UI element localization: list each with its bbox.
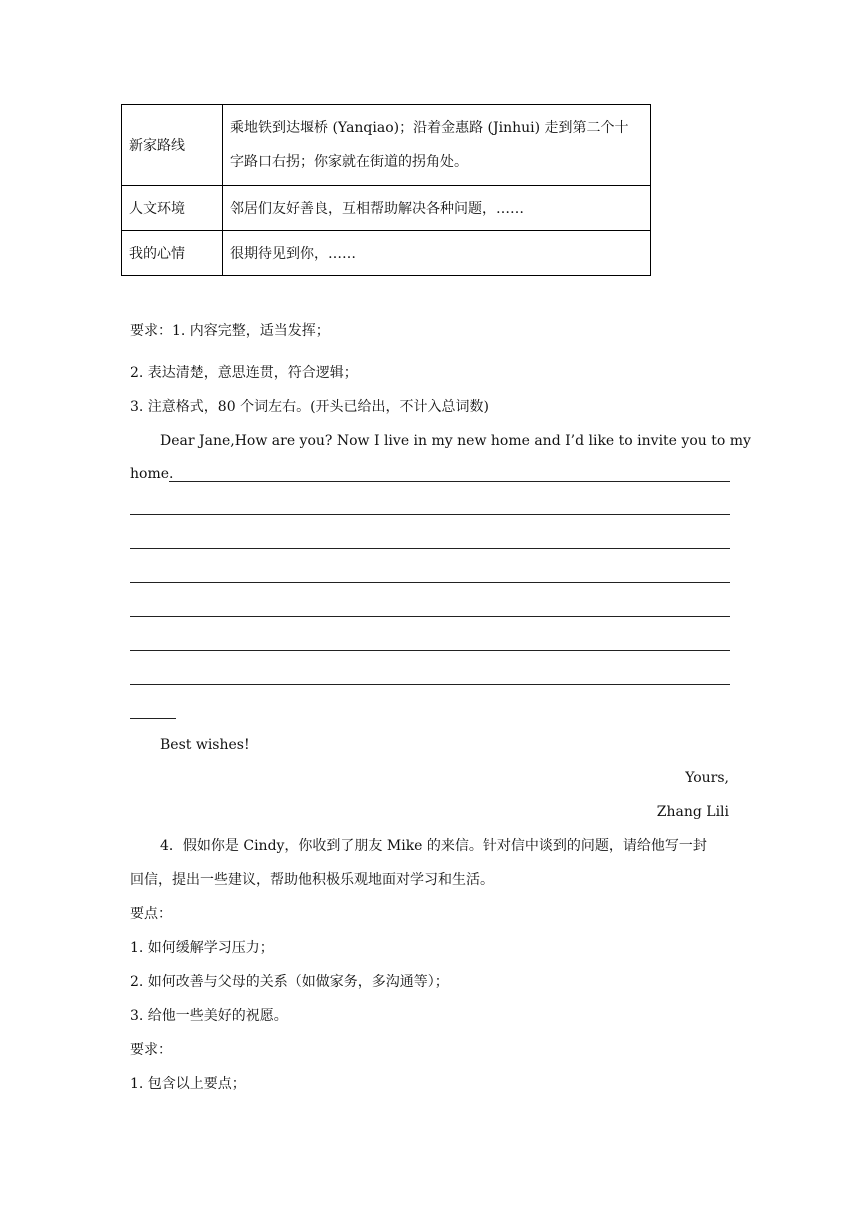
task4-line-1: 4．假如你是 Cindy，你收到了朋友 Mike 的来信。针对信中谈到的问题，请给他写一封	[160, 838, 707, 854]
writing-rule	[130, 650, 730, 651]
writing-rule	[130, 582, 730, 583]
row-content-environment: 邻居们友好善良，互相帮助解决各种问题，……	[223, 186, 651, 231]
requirement-2: 2. 表达清楚，意思连贯，符合逻辑；	[130, 365, 358, 381]
letter-home-word: home.	[130, 466, 174, 482]
requirement-1: 要求：1. 内容完整，适当发挥；	[130, 323, 330, 339]
row-content-route	[223, 105, 651, 186]
writing-rule	[130, 514, 730, 515]
requirement-item-1: 1. 包含以上要点；	[130, 1076, 246, 1092]
table-row	[122, 186, 651, 231]
letter-signature: Zhang Lili	[656, 804, 729, 820]
writing-line-first	[130, 465, 730, 483]
point-3: 3. 给他一些美好的祝愿。	[130, 1008, 288, 1024]
points-heading: 要点：	[130, 906, 172, 922]
writing-rule	[130, 548, 730, 549]
point-1: 1. 如何缓解学习压力；	[130, 940, 274, 956]
letter-closing: Best wishes!	[160, 737, 250, 753]
writing-rule	[169, 481, 730, 482]
task4-line-2: 回信，提出一些建议，帮助他积极乐观地面对学习和生活。	[130, 872, 494, 888]
letter-greeting: Dear Jane,How are you? Now I live in my new home and I’d like to invite you to my	[160, 433, 751, 449]
route-line-2: 字路口右拐；你家就在街道的拐角处。	[230, 154, 468, 170]
writing-rule	[130, 684, 730, 685]
point-2: 2. 如何改善与父母的关系（如做家务，多沟通等）；	[130, 974, 449, 990]
info-table	[121, 104, 651, 276]
requirements-heading: 要求：	[130, 1042, 172, 1058]
row-content-mood: 很期待见到你，……	[223, 231, 651, 276]
table-row	[122, 105, 651, 186]
row-label-environment: 人文环境	[122, 186, 223, 231]
letter-signoff: Yours,	[685, 770, 729, 786]
requirement-3: 3. 注意格式，80 个词左右。(开头已给出，不计入总词数)	[130, 399, 489, 415]
route-line-1: 乘地铁到达堰桥 (Yanqiao)；沿着金惠路 (Jinhui) 走到第二个十	[230, 120, 629, 136]
writing-rule	[130, 718, 176, 719]
writing-rule	[130, 616, 730, 617]
table-row	[122, 231, 651, 276]
row-label-route: 新家路线	[122, 105, 223, 186]
row-label-mood: 我的心情	[122, 231, 223, 276]
